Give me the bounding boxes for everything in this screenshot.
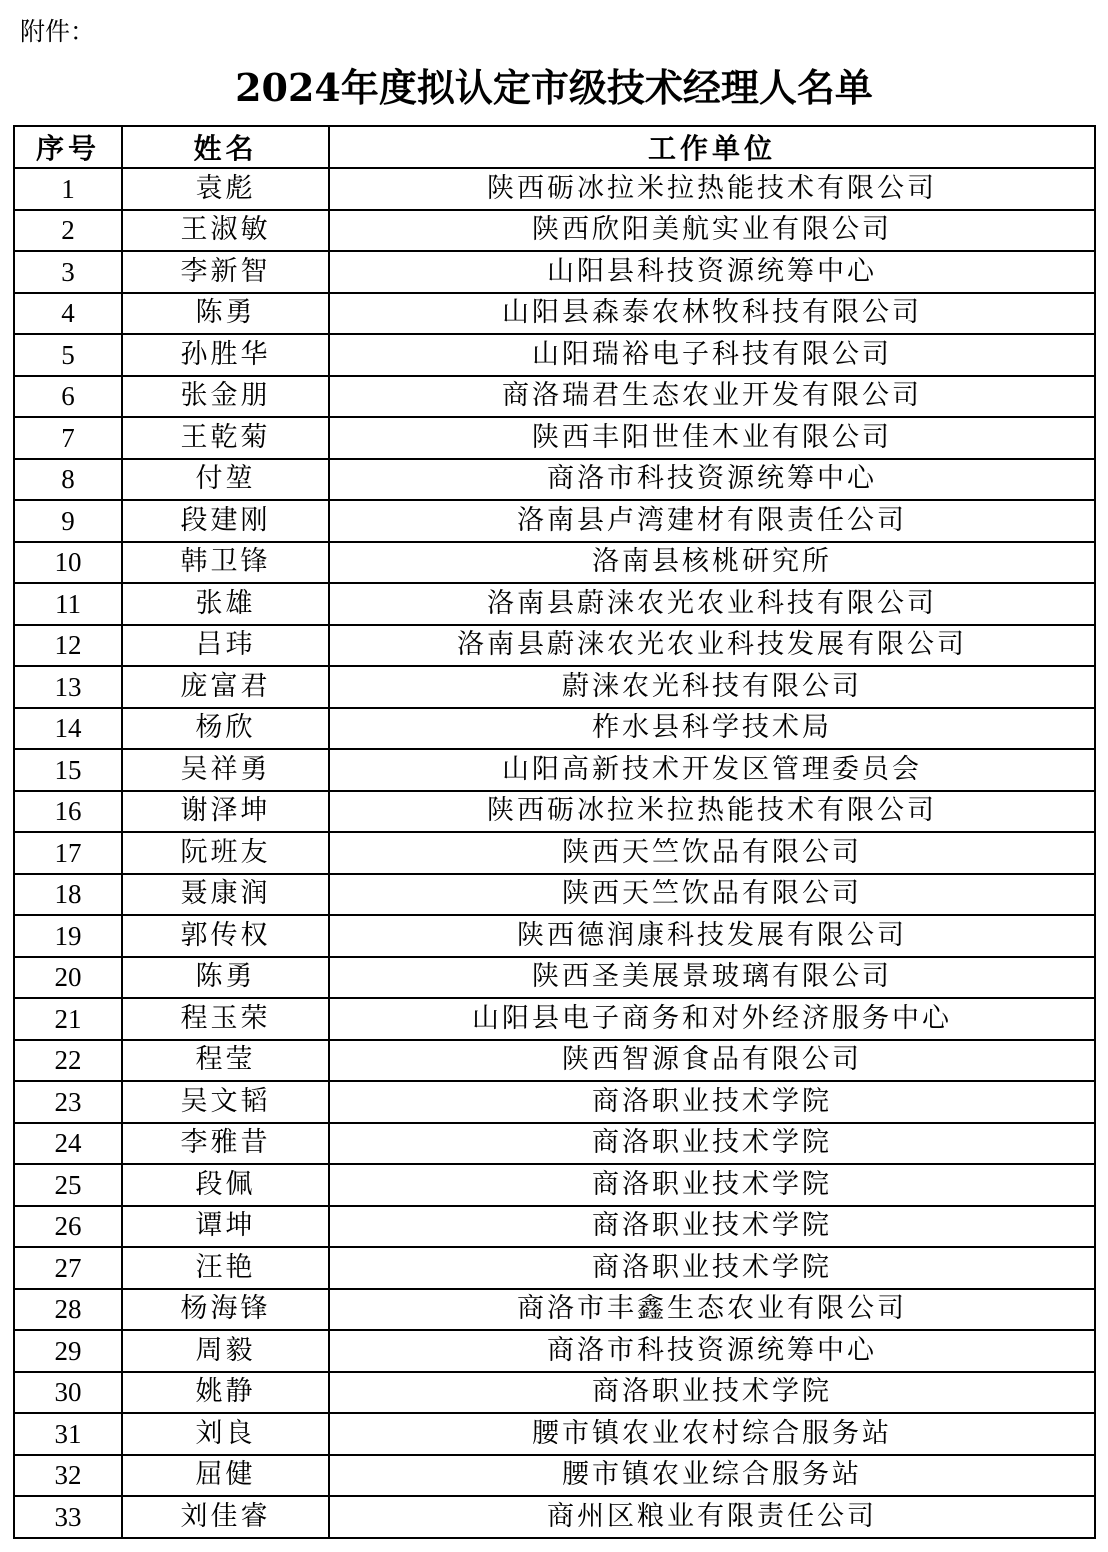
row-name-cell: 程玉荣 xyxy=(122,998,329,1040)
row-unit-cell: 洛南县蔚涞农光农业科技发展有限公司 xyxy=(329,625,1095,667)
row-index-cell: 21 xyxy=(14,998,122,1040)
table-row xyxy=(14,542,1095,584)
table-row xyxy=(14,334,1095,376)
row-name-cell: 谢泽坤 xyxy=(122,791,329,833)
row-index-cell: 24 xyxy=(14,1123,122,1165)
table-row xyxy=(14,417,1095,459)
row-index-cell: 16 xyxy=(14,791,122,833)
row-unit-cell: 陕西欣阳美航实业有限公司 xyxy=(329,210,1095,252)
table-row xyxy=(14,251,1095,293)
row-name-cell: 谭坤 xyxy=(122,1206,329,1248)
row-unit-cell: 商洛市科技资源统筹中心 xyxy=(329,1330,1095,1372)
row-unit-cell: 商洛职业技术学院 xyxy=(329,1247,1095,1289)
row-unit-cell: 商洛职业技术学院 xyxy=(329,1206,1095,1248)
row-index-cell: 27 xyxy=(14,1247,122,1289)
row-name-cell: 李新智 xyxy=(122,251,329,293)
table-row xyxy=(14,1372,1095,1414)
row-index-cell: 6 xyxy=(14,376,122,418)
row-name-cell: 姚静 xyxy=(122,1372,329,1414)
table-row xyxy=(14,749,1095,791)
attachment-label: 附件： xyxy=(20,17,96,46)
table-row xyxy=(14,1455,1095,1497)
row-unit-cell: 商洛职业技术学院 xyxy=(329,1164,1095,1206)
table-row xyxy=(14,376,1095,418)
row-index-cell: 5 xyxy=(14,334,122,376)
row-index-cell: 25 xyxy=(14,1164,122,1206)
row-name-cell: 王乾菊 xyxy=(122,417,329,459)
row-name-cell: 吴文韬 xyxy=(122,1081,329,1123)
row-name-cell: 袁彪 xyxy=(122,168,329,210)
row-unit-cell: 山阳县电子商务和对外经济服务中心 xyxy=(329,998,1095,1040)
row-name-cell: 陈勇 xyxy=(122,293,329,335)
table-row xyxy=(14,791,1095,833)
row-unit-cell: 腰市镇农业农村综合服务站 xyxy=(329,1413,1095,1455)
table-row xyxy=(14,1081,1095,1123)
row-name-cell: 张金朋 xyxy=(122,376,329,418)
table-row xyxy=(14,915,1095,957)
row-index-cell: 17 xyxy=(14,832,122,874)
row-unit-cell: 柞水县科学技术局 xyxy=(329,708,1095,750)
row-index-cell: 9 xyxy=(14,500,122,542)
table-row xyxy=(14,500,1095,542)
row-index-cell: 33 xyxy=(14,1496,122,1538)
row-index-cell: 26 xyxy=(14,1206,122,1248)
row-name-cell: 屈健 xyxy=(122,1455,329,1497)
table-row xyxy=(14,666,1095,708)
row-unit-cell: 陕西圣美展景玻璃有限公司 xyxy=(329,957,1095,999)
row-name-cell: 孙胜华 xyxy=(122,334,329,376)
row-name-cell: 杨欣 xyxy=(122,708,329,750)
row-index-cell: 31 xyxy=(14,1413,122,1455)
table-row xyxy=(14,957,1095,999)
row-unit-cell: 蔚涞农光科技有限公司 xyxy=(329,666,1095,708)
row-unit-cell: 洛南县蔚涞农光农业科技有限公司 xyxy=(329,583,1095,625)
row-unit-cell: 商洛职业技术学院 xyxy=(329,1081,1095,1123)
row-unit-cell: 陕西天竺饮品有限公司 xyxy=(329,874,1095,916)
row-unit-cell: 陕西智源食品有限公司 xyxy=(329,1040,1095,1082)
table-row xyxy=(14,1164,1095,1206)
row-index-cell: 23 xyxy=(14,1081,122,1123)
row-index-cell: 14 xyxy=(14,708,122,750)
row-index-cell: 19 xyxy=(14,915,122,957)
row-index-cell: 32 xyxy=(14,1455,122,1497)
row-unit-cell: 山阳高新技术开发区管理委员会 xyxy=(329,749,1095,791)
row-index-cell: 3 xyxy=(14,251,122,293)
row-name-cell: 李雅昔 xyxy=(122,1123,329,1165)
table-row xyxy=(14,1206,1095,1248)
table-header xyxy=(14,126,1095,168)
row-unit-cell: 洛南县核桃研究所 xyxy=(329,542,1095,584)
table-row xyxy=(14,832,1095,874)
row-index-cell: 13 xyxy=(14,666,122,708)
table-row xyxy=(14,625,1095,667)
row-name-cell: 程莹 xyxy=(122,1040,329,1082)
row-index-cell: 1 xyxy=(14,168,122,210)
row-index-cell: 2 xyxy=(14,210,122,252)
row-name-cell: 郭传权 xyxy=(122,915,329,957)
row-index-cell: 11 xyxy=(14,583,122,625)
row-name-cell: 庞富君 xyxy=(122,666,329,708)
row-unit-cell: 陕西天竺饮品有限公司 xyxy=(329,832,1095,874)
document-title: 2024年度拟认定市级技术经理人名单 xyxy=(235,65,873,110)
row-unit-cell: 商州区粮业有限责任公司 xyxy=(329,1496,1095,1538)
row-name-cell: 吴祥勇 xyxy=(122,749,329,791)
row-unit-cell: 山阳县科技资源统筹中心 xyxy=(329,251,1095,293)
row-name-cell: 付堃 xyxy=(122,459,329,501)
row-name-cell: 阮班友 xyxy=(122,832,329,874)
row-name-cell: 周毅 xyxy=(122,1330,329,1372)
row-unit-cell: 山阳县森泰农林牧科技有限公司 xyxy=(329,293,1095,335)
row-index-cell: 12 xyxy=(14,625,122,667)
table-row xyxy=(14,998,1095,1040)
table-row xyxy=(14,1496,1095,1538)
row-unit-cell: 陕西砺冰拉米拉热能技术有限公司 xyxy=(329,791,1095,833)
row-name-cell: 韩卫锋 xyxy=(122,542,329,584)
row-index-cell: 18 xyxy=(14,874,122,916)
row-name-cell: 张雄 xyxy=(122,583,329,625)
row-unit-cell: 洛南县卢湾建材有限责任公司 xyxy=(329,500,1095,542)
table-row xyxy=(14,874,1095,916)
row-index-cell: 4 xyxy=(14,293,122,335)
row-name-cell: 刘佳睿 xyxy=(122,1496,329,1538)
row-unit-cell: 商洛职业技术学院 xyxy=(329,1372,1095,1414)
table-row xyxy=(14,1413,1095,1455)
row-unit-cell: 陕西德润康科技发展有限公司 xyxy=(329,915,1095,957)
row-name-cell: 吕玮 xyxy=(122,625,329,667)
row-unit-cell: 陕西砺冰拉米拉热能技术有限公司 xyxy=(329,168,1095,210)
row-index-cell: 7 xyxy=(14,417,122,459)
row-name-cell: 汪艳 xyxy=(122,1247,329,1289)
row-name-cell: 聂康润 xyxy=(122,874,329,916)
roster-table xyxy=(13,125,1096,1539)
table-row xyxy=(14,210,1095,252)
table-row xyxy=(14,583,1095,625)
row-index-cell: 10 xyxy=(14,542,122,584)
column-header-name: 姓名 xyxy=(122,126,329,168)
table-row xyxy=(14,1330,1095,1372)
table-row xyxy=(14,1040,1095,1082)
row-index-cell: 22 xyxy=(14,1040,122,1082)
row-unit-cell: 商洛瑞君生态农业开发有限公司 xyxy=(329,376,1095,418)
row-unit-cell: 山阳瑞裕电子科技有限公司 xyxy=(329,334,1095,376)
row-unit-cell: 腰市镇农业综合服务站 xyxy=(329,1455,1095,1497)
row-index-cell: 8 xyxy=(14,459,122,501)
column-header-index: 序号 xyxy=(14,126,122,168)
row-unit-cell: 商洛市丰鑫生态农业有限公司 xyxy=(329,1289,1095,1331)
table-row xyxy=(14,1289,1095,1331)
table-row xyxy=(14,1247,1095,1289)
row-name-cell: 段建刚 xyxy=(122,500,329,542)
row-name-cell: 王淑敏 xyxy=(122,210,329,252)
row-index-cell: 30 xyxy=(14,1372,122,1414)
table-row xyxy=(14,708,1095,750)
row-index-cell: 15 xyxy=(14,749,122,791)
table-row xyxy=(14,459,1095,501)
header-row xyxy=(14,126,1095,168)
row-unit-cell: 陕西丰阳世佳木业有限公司 xyxy=(329,417,1095,459)
row-unit-cell: 商洛职业技术学院 xyxy=(329,1123,1095,1165)
row-index-cell: 28 xyxy=(14,1289,122,1331)
row-unit-cell: 商洛市科技资源统筹中心 xyxy=(329,459,1095,501)
row-name-cell: 段佩 xyxy=(122,1164,329,1206)
row-index-cell: 29 xyxy=(14,1330,122,1372)
column-header-unit: 工作单位 xyxy=(329,126,1095,168)
row-name-cell: 刘良 xyxy=(122,1413,329,1455)
table-row xyxy=(14,293,1095,335)
table-row xyxy=(14,1123,1095,1165)
table-row xyxy=(14,168,1095,210)
table-body xyxy=(14,168,1095,1538)
row-index-cell: 20 xyxy=(14,957,122,999)
row-name-cell: 陈勇 xyxy=(122,957,329,999)
row-name-cell: 杨海锋 xyxy=(122,1289,329,1331)
